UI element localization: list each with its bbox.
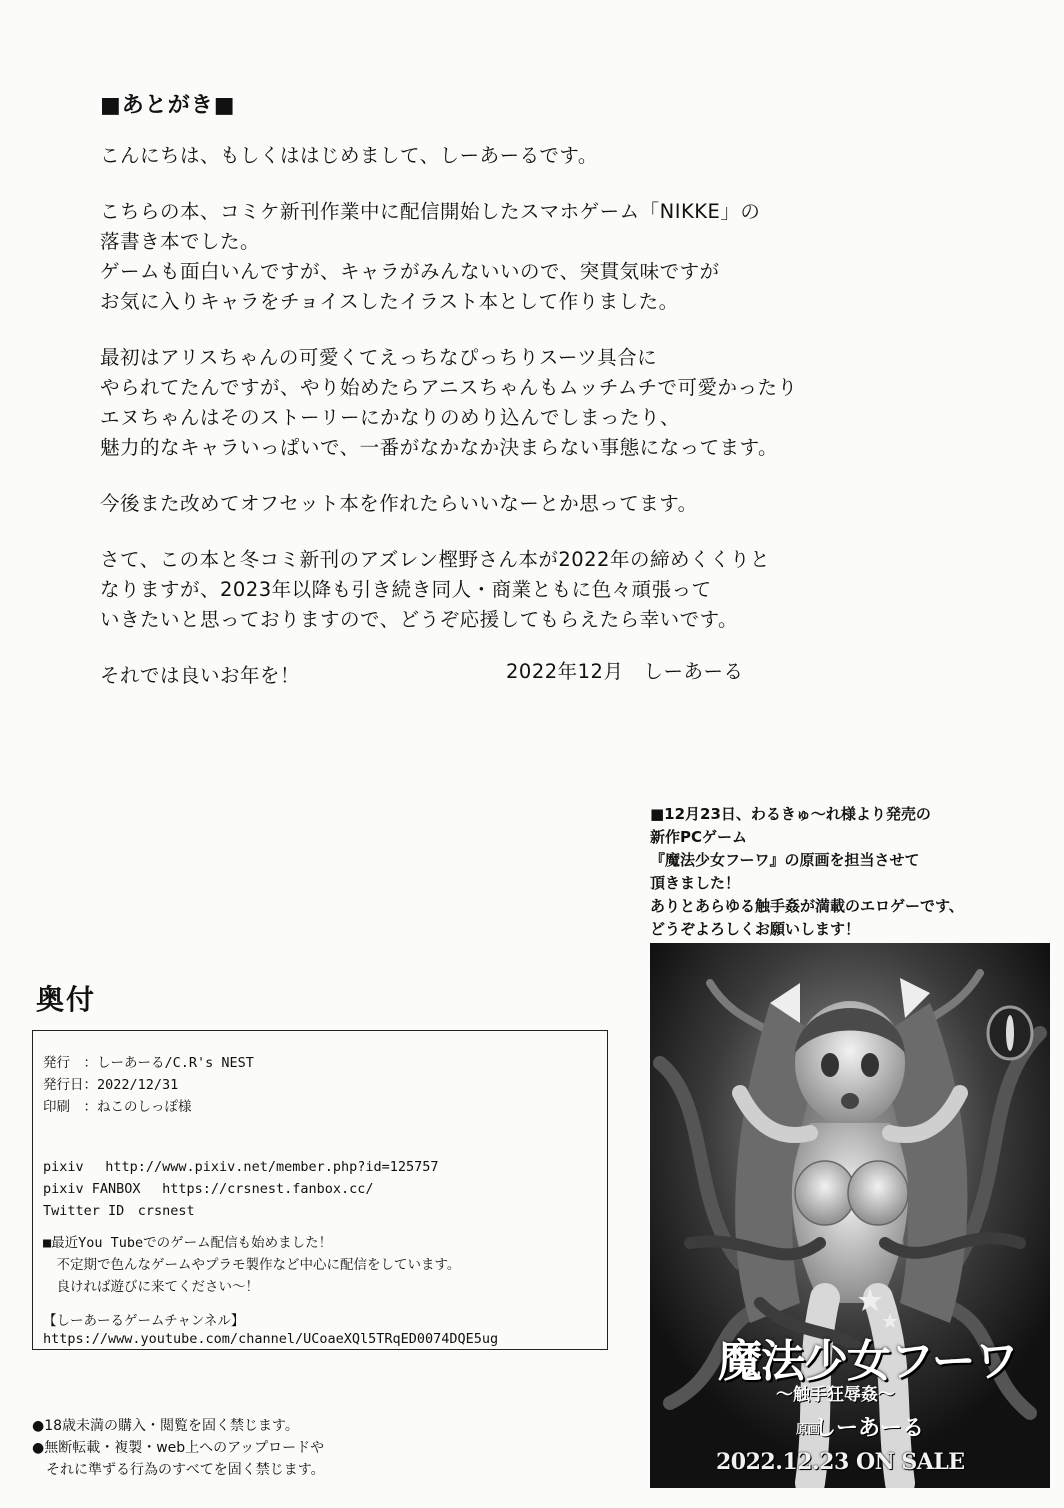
afterword-line: 今後また改めてオフセット本を作れたらいいなーとか思ってます。 — [100, 492, 698, 515]
promo-line: ■12月23日、わるきゅ～れ様より発売の — [650, 805, 931, 823]
legal-notices — [32, 1415, 325, 1481]
colophon-box — [32, 1030, 608, 1350]
afterword-paragraph — [100, 545, 900, 635]
colophon-youtube-note: 良ければ遊びに来てください～！ — [43, 1279, 259, 1295]
colophon-date: 発行日：2022/12/31 — [43, 1077, 179, 1093]
colophon-youtube-note: ■最近You Tubeでのゲーム配信も始めました！ — [43, 1235, 333, 1251]
colophon-channel-name: 【しーあーるゲームチャンネル】 — [43, 1313, 245, 1329]
afterword-line: 魅力的なキャラいっぱいで、一番がなかなか決まらない事態になってます。 — [100, 436, 779, 459]
afterword-line: やられてたんですが、やり始めたらアニスちゃんもムッチムチで可愛かったり — [100, 376, 798, 399]
colophon-fanbox: pixiv FANBOX https://crsnest.fanbox.cc/ — [43, 1181, 374, 1197]
promo-line: 新作PCゲーム — [650, 828, 748, 846]
age-notice: ●18歳未満の購入・閲覧を固く禁じます。 — [32, 1418, 299, 1434]
promo-line: 頂きました！ — [650, 874, 741, 892]
advert-credit-name: しーあーる — [814, 1416, 925, 1441]
afterword-paragraph — [100, 489, 900, 519]
colophon-youtube-note: 不定期で色んなゲームやプラモ製作など中心に配信をしています。 — [43, 1257, 461, 1273]
afterword-paragraph — [100, 343, 900, 463]
advert-credit-label: 原画 — [796, 1422, 821, 1436]
afterword-line: それでは良いお年を！ — [100, 664, 301, 687]
afterword-section — [100, 88, 900, 691]
afterword-line: いきたいと思っておりますので、どうぞ応援してもらえたら幸いです。 — [100, 608, 739, 631]
afterword-signature: 2022年12月 しーあーる — [506, 660, 744, 683]
afterword-paragraph — [100, 661, 900, 691]
promo-notice — [650, 803, 1030, 941]
copy-notice: ●無断転載・複製・web上へのアップロードや — [32, 1440, 325, 1456]
colophon-title: 奥付 — [36, 983, 97, 1016]
afterword-line: エヌちゃんはそのストーリーにかなりのめり込んでしまったり、 — [100, 406, 681, 429]
afterword-line: さて、この本と冬コミ新刊のアズレン樫野さん本が2022年の締めくくりと — [100, 548, 770, 571]
afterword-line: こんにちは、もしくははじめまして、しーあーるです。 — [100, 144, 598, 167]
afterword-title: ■あとがき■ — [100, 93, 236, 118]
colophon-twitter: Twitter ID crsnest — [43, 1203, 195, 1219]
afterword-paragraph — [100, 197, 900, 317]
advert-illustration — [650, 943, 1050, 1488]
advert-credit — [796, 1411, 924, 1442]
colophon-pixiv: pixiv http://www.pixiv.net/member.php?id=125757 — [43, 1159, 439, 1175]
afterword-line: こちらの本、コミケ新刊作業中に配信開始したスマホゲーム「NIKKE」の — [100, 200, 761, 223]
afterword-line: なりますが、2023年以降も引き続き同人・商業ともに色々頑張って — [100, 578, 712, 601]
afterword-line: 最初はアリスちゃんの可愛くてえっちなぴっちりスーツ具合に — [100, 346, 658, 369]
afterword-line: お気に入りキャラをチョイスしたイラスト本として作りました。 — [100, 290, 679, 313]
promo-line: どうぞよろしくお願いします！ — [650, 920, 861, 938]
advert-release-date: 2022.12.23 ON SALE — [716, 1449, 965, 1475]
afterword-line: 落書き本でした。 — [100, 230, 261, 253]
colophon-channel-url: https://www.youtube.com/channel/UCoaeXQl5TRqED0074DQE5ug — [43, 1331, 499, 1347]
promo-line: 『魔法少女フーワ』の原画を担当させて — [650, 851, 920, 869]
advert-game-subtitle: ～触手狂辱姦～ — [776, 1385, 895, 1405]
promo-line: ありとあらゆる触手姦が満載のエロゲーです、 — [650, 897, 964, 915]
afterword-paragraph — [100, 141, 900, 171]
colophon-publisher: 発行 ：しーあーる/C.R's NEST — [43, 1055, 254, 1071]
afterword-line: ゲームも面白いんですが、キャラがみんないいので、突貫気味ですが — [100, 260, 720, 283]
advert-game-title: 魔法少女フーワ — [718, 1336, 1018, 1387]
copy-notice: それに準ずる行為のすべてを固く禁じます。 — [32, 1462, 325, 1478]
colophon-printer: 印刷 ：ねこのしっぽ様 — [43, 1099, 192, 1115]
game-advert-image — [650, 943, 1050, 1488]
